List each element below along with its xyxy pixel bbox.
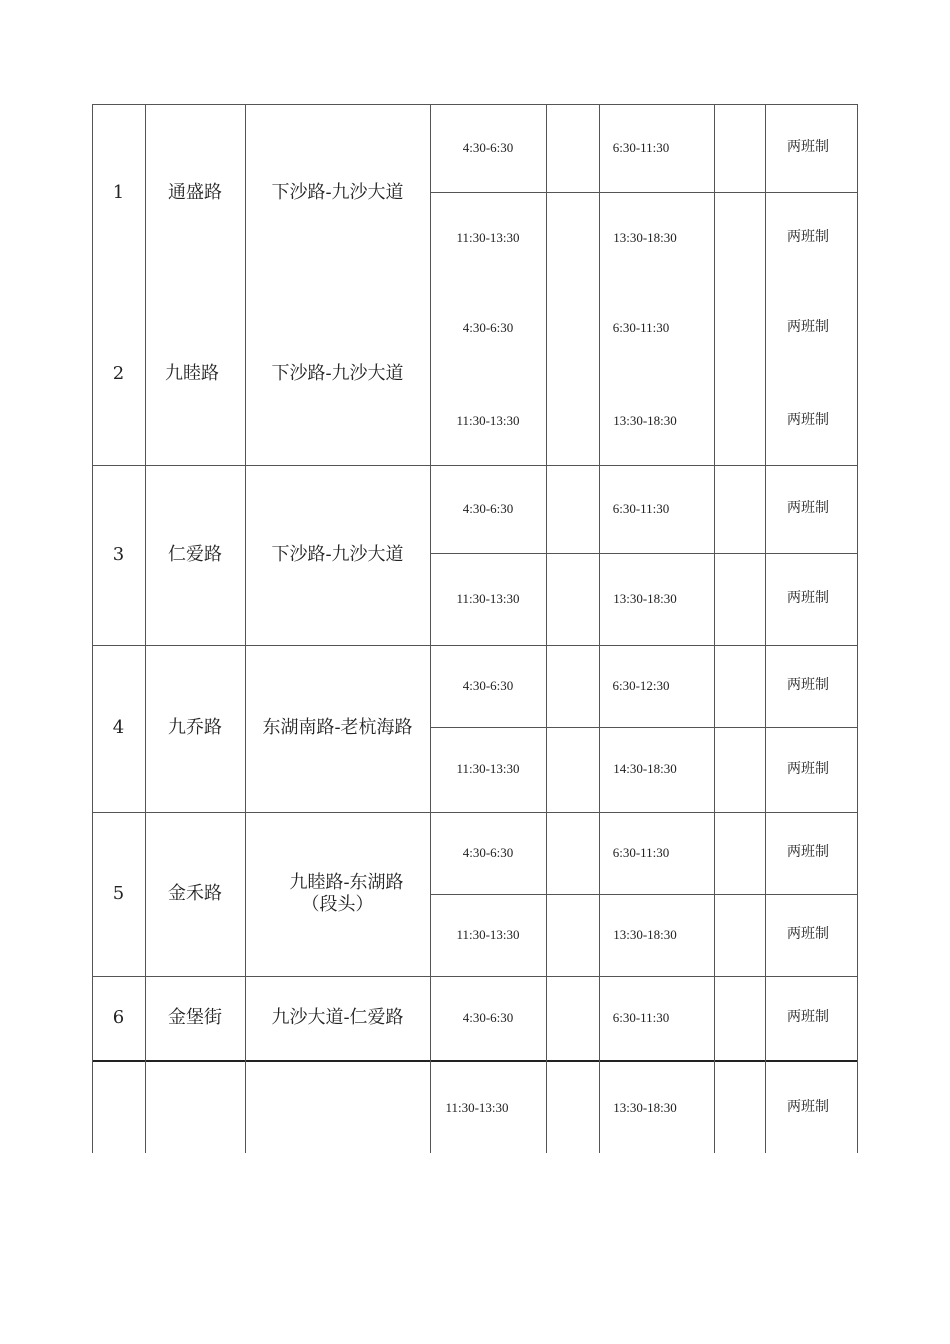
road-section: 下沙路-九沙大道 <box>271 363 404 385</box>
shift-type: 两班制 <box>787 229 829 246</box>
road-section-main: 九睦路-东湖路 <box>289 871 404 893</box>
street-name: 通盛路 <box>168 182 222 204</box>
shift-time-start: 4:30-6:30 <box>462 844 514 860</box>
shift-time-main: 13:30-18:30 <box>613 590 677 606</box>
shift-time-main: 13:30-18:30 <box>613 1099 677 1115</box>
shift-time-start: 4:30-6:30 <box>462 500 514 516</box>
shift-type: 两班制 <box>787 760 829 777</box>
shift-time-main: 13:30-18:30 <box>613 412 677 428</box>
row-number: 5 <box>112 882 125 904</box>
road-section: 下沙路-九沙大道 <box>271 543 404 565</box>
street-name: 九乔路 <box>168 717 222 739</box>
shift-time-start: 4:30-6:30 <box>462 139 514 155</box>
shift-time-main: 13:30-18:30 <box>613 229 677 245</box>
row-number: 4 <box>112 717 125 739</box>
shift-time-main: 6:30-12:30 <box>612 677 670 693</box>
shift-time-main: 13:30-18:30 <box>613 926 677 942</box>
road-section: 九沙大道-仁爱路 <box>271 1006 404 1028</box>
shift-time-main: 6:30-11:30 <box>612 500 670 516</box>
road-section: 下沙路-九沙大道 <box>271 182 404 204</box>
shift-time-start: 11:30-13:30 <box>456 229 520 245</box>
row-number: 3 <box>112 543 125 565</box>
shift-time-start: 4:30-6:30 <box>462 1009 514 1025</box>
shift-type: 两班制 <box>787 412 829 429</box>
shift-type: 两班制 <box>787 844 829 861</box>
shift-time-start: 11:30-13:30 <box>456 761 520 777</box>
street-name: 仁爱路 <box>168 543 222 565</box>
shift-type: 两班制 <box>787 500 829 517</box>
road-section <box>245 812 430 976</box>
shift-time-main: 6:30-11:30 <box>612 844 670 860</box>
street-name: 金堡街 <box>168 1006 222 1028</box>
road-section: 东湖南路-老杭海路 <box>262 717 413 739</box>
shift-time-main: 6:30-11:30 <box>612 1009 670 1025</box>
row-number: 2 <box>112 363 125 385</box>
shift-time-main: 6:30-11:30 <box>612 139 670 155</box>
shift-type: 两班制 <box>787 139 829 156</box>
row-number: 1 <box>112 182 125 204</box>
shift-type: 两班制 <box>787 1099 829 1116</box>
shift-time-main: 14:30-18:30 <box>613 761 677 777</box>
shift-time-start: 11:30-13:30 <box>456 926 520 942</box>
shift-type: 两班制 <box>787 677 829 694</box>
shift-time-main: 6:30-11:30 <box>612 319 670 335</box>
shift-type: 两班制 <box>787 590 829 607</box>
shift-type: 两班制 <box>787 319 829 336</box>
street-name: 九睦路 <box>165 363 219 385</box>
shift-time-start: 4:30-6:30 <box>462 319 514 335</box>
shift-type: 两班制 <box>787 926 829 943</box>
shift-time-start: 4:30-6:30 <box>462 677 514 693</box>
shift-type: 两班制 <box>787 1009 829 1026</box>
row-number: 6 <box>112 1006 125 1028</box>
road-section-note: （段头） <box>301 894 374 915</box>
shift-time-start: 11:30-13:30 <box>456 412 520 428</box>
street-name: 金禾路 <box>168 882 222 904</box>
shift-time-start: 11:30-13:30 <box>456 590 520 606</box>
shift-time-start: 11:30-13:30 <box>445 1099 509 1115</box>
